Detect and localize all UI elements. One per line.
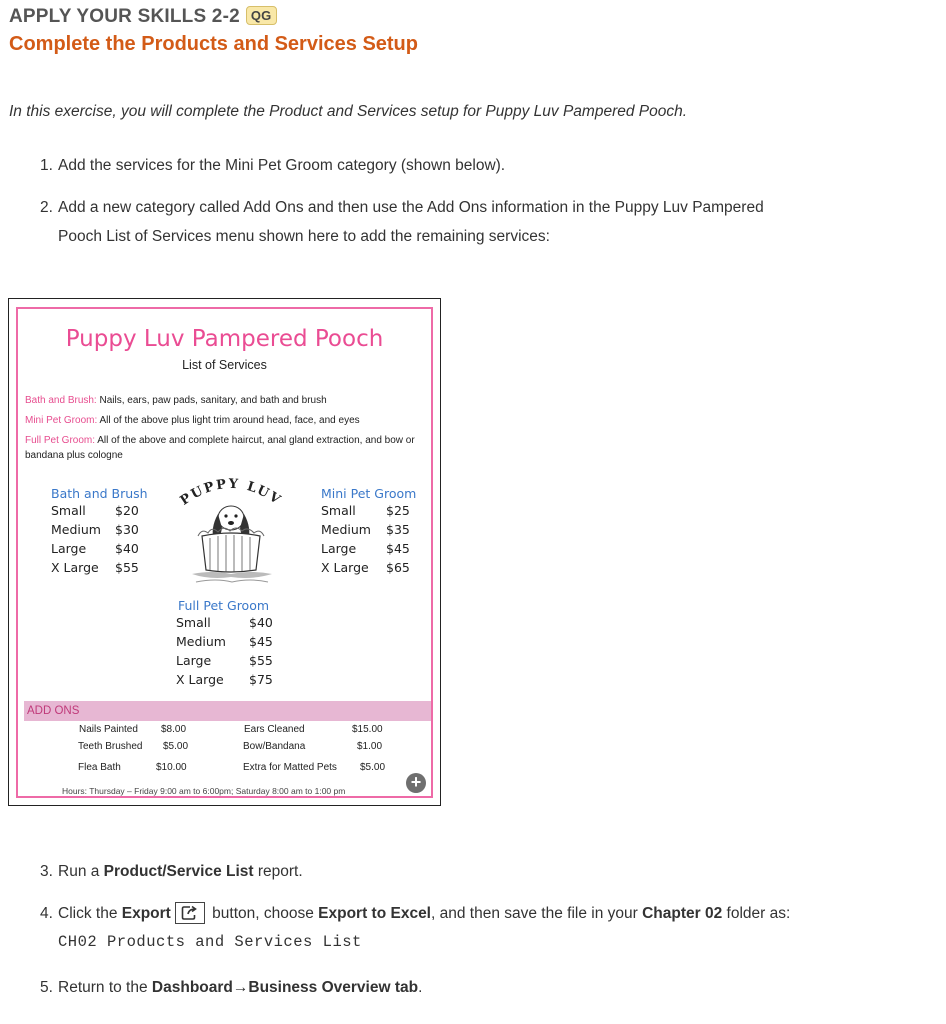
addons-label: ADD ONS xyxy=(27,705,80,717)
addon-price: $1.00 xyxy=(357,741,383,752)
puppy-logo-icon xyxy=(172,470,290,600)
mini-groom-prices xyxy=(321,486,416,577)
step-4: 4. Click the Export button, choose Export to Excel, and then save the file in your Chapter 02 folder as: CH02 Products and Services List xyxy=(40,899,870,957)
intro-text: In this exercise, you will complete the Product and Services setup for Puppy Luv Pampered Pooch. xyxy=(9,103,688,120)
table-row: Large $40 xyxy=(51,541,139,556)
step-5: 5. Return to the Dashboard→Business Overview tab. xyxy=(40,979,423,996)
full-groom-table xyxy=(176,613,273,689)
svg-text:PUPPY LUV xyxy=(178,477,285,509)
section-kicker xyxy=(9,6,277,28)
addon-price: $5.00 xyxy=(163,741,189,752)
table-row: Large $45 xyxy=(321,541,410,556)
desc-bath: Bath and Brush: Nails, ears, paw pads, sanitary, and bath and brush xyxy=(25,395,327,406)
hours-text: Hours: Thursday – Friday 9:00 am to 6:00pm; Saturday 8:00 am to 1:00 pm xyxy=(62,786,346,796)
addon-name: Nails Painted xyxy=(79,724,138,735)
addon-name: Extra for Matted Pets xyxy=(243,762,337,773)
kicker-text: APPLY YOUR SKILLS 2-2 xyxy=(9,6,240,27)
bath-brush-heading: Bath and Brush xyxy=(51,486,148,501)
addon-price: $8.00 xyxy=(161,724,187,735)
table-row: Medium $35 xyxy=(321,522,410,537)
desc-full: Full Pet Groom: All of the above and complete haircut, anal gland extraction, and bow or bandana plus cologne xyxy=(25,435,415,461)
full-groom-prices xyxy=(176,598,273,689)
page-title: Complete the Products and Services Setup xyxy=(9,33,418,55)
mini-groom-table xyxy=(321,501,410,577)
puppy-logo xyxy=(172,470,290,600)
addon-price: $10.00 xyxy=(156,762,187,773)
table-row: X Large $75 xyxy=(176,672,273,687)
flyer-subtitle: List of Services xyxy=(182,358,267,372)
table-row: Small $25 xyxy=(321,503,410,518)
logo-text: PUPPY LUV xyxy=(177,476,285,509)
step-2: 2. Add a new category called Add Ons and then use the Add Ons information in the Puppy Luv Pampered Pooch List of Services menu shown here to add the remaining services: xyxy=(40,199,764,245)
addon-name: Bow/Bandana xyxy=(243,741,306,752)
export-filename: CH02 Products and Services List xyxy=(58,933,362,951)
addon-name: Teeth Brushed xyxy=(78,741,143,752)
addon-price: $15.00 xyxy=(352,724,383,735)
table-row: Small $40 xyxy=(176,615,273,630)
full-groom-heading: Full Pet Groom xyxy=(178,598,270,613)
addon-price: $5.00 xyxy=(360,762,386,773)
qg-badge: QG xyxy=(246,6,277,25)
export-icon xyxy=(175,902,205,924)
addons-bar xyxy=(24,701,431,721)
table-row: Medium $45 xyxy=(176,634,273,649)
table-row: Small $20 xyxy=(51,503,139,518)
bath-brush-table xyxy=(51,501,139,577)
mini-groom-heading: Mini Pet Groom xyxy=(321,486,417,501)
step-3: 3. Run a Product/Service List report. xyxy=(40,863,303,880)
addon-name: Flea Bath xyxy=(78,762,121,773)
table-row: X Large $65 xyxy=(321,560,410,575)
step-1: 1. Add the services for the Mini Pet Groom category (shown below). xyxy=(40,157,506,174)
table-row: Medium $30 xyxy=(51,522,139,537)
flyer-title: Puppy Luv Pampered Pooch xyxy=(65,326,384,352)
plus-icon[interactable]: + xyxy=(406,773,426,793)
table-row: X Large $55 xyxy=(51,560,139,575)
desc-mini: Mini Pet Groom: All of the above plus light trim around head, face, and eyes xyxy=(25,415,360,426)
table-row: Large $55 xyxy=(176,653,273,668)
bath-brush-prices xyxy=(51,486,148,577)
addon-name: Ears Cleaned xyxy=(244,724,305,735)
